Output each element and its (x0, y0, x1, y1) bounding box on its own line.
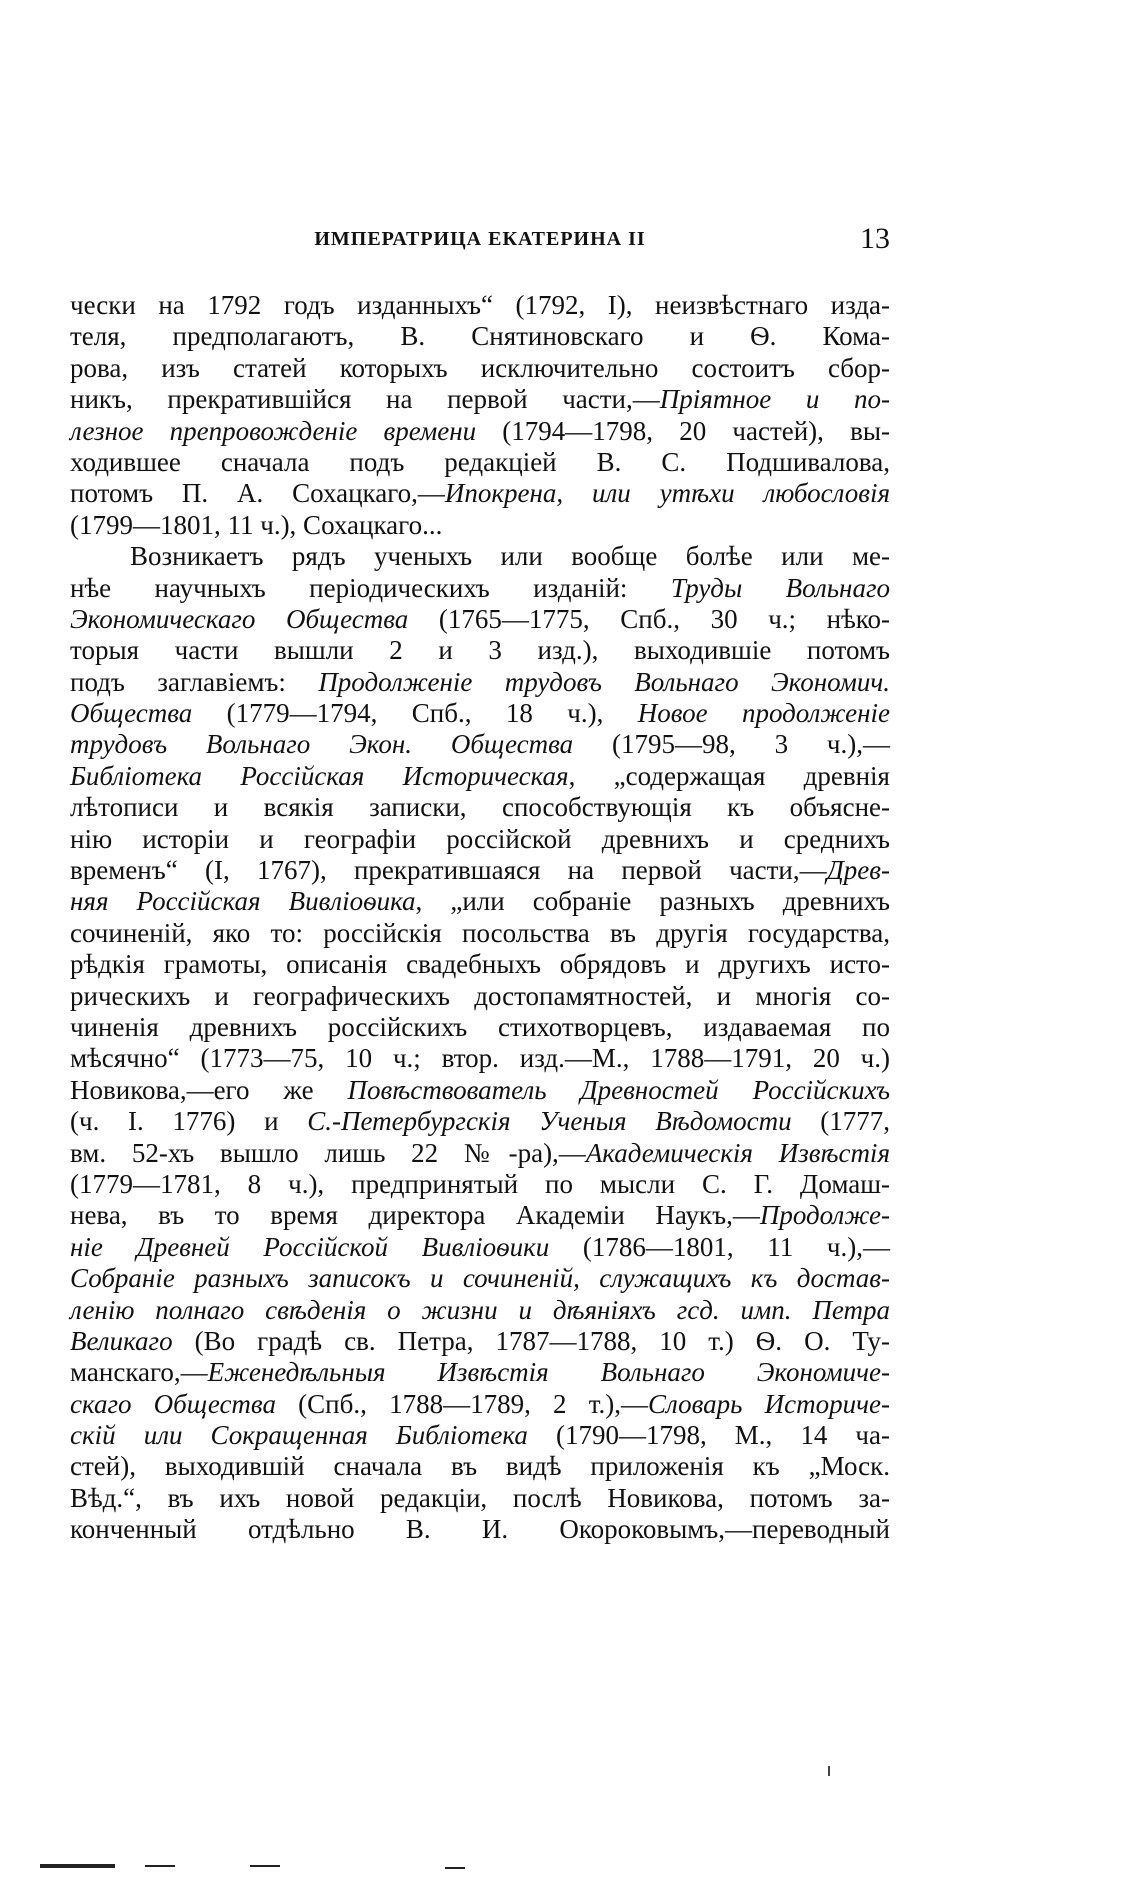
text-line: (ч. I. 1776) и С.-Петербургскія Ученыя Вѣдомости (1777, (70, 1106, 890, 1137)
text-line: чески на 1792 годъ изданныхъ“ (1792, I), неизвѣстнаго изда- (70, 290, 890, 320)
text-line: вм. 52-хъ вышло лишь 22 №-ра),—Академическія Извѣстія (70, 1137, 890, 1168)
text-line: сочиненій, яко то: россійскія посольства въ другія государства, (70, 917, 890, 948)
text-line: трудовъ Вольнаго Экон. Общества (1795—98, 3 ч.),— (70, 729, 890, 760)
text-line: няя Россійская Вивліоѳика, „или собраніе разныхъ древнихъ (70, 886, 890, 917)
scan-smudge (40, 1864, 115, 1868)
text-line: Экономическаго Общества (1765—1775, Спб., 30 ч.; нѣко- (70, 603, 890, 634)
text-line: стей), выходившій сначала въ видѣ приложенія къ „Моск. (70, 1451, 890, 1482)
scan-smudge (250, 1865, 280, 1867)
text-line: Библіотека Россійская Историческая, „содержащая древнія (70, 760, 890, 791)
text-line: ленію полнаго свѣденія о жизни и дѣяніяхъ гсд. имп. Петра (70, 1294, 890, 1325)
text-line: (1779—1781, 8 ч.), предпринятый по мысли С. Г. Домаш- (70, 1168, 890, 1199)
page-number: 13 (860, 222, 890, 255)
text-line: лезное препровожденіе времени (1794—1798, 20 частей), вы- (70, 415, 890, 446)
text-line: ніе Древней Россійской Вивліоѳики (1786—1801, 11 ч.),— (70, 1231, 890, 1262)
text-line: скій или Сокращенная Библіотека (1790—1798, М., 14 ча- (70, 1420, 890, 1451)
scan-smudge (445, 1867, 465, 1869)
paragraph-start-line: Возникаетъ рядъ ученыхъ или вообще болѣе или ме- (130, 541, 890, 572)
text-line: торыя части вышли 2 и 3 изд.), выходившіе потомъ (70, 635, 890, 666)
text-line: Новикова,—его же Повѣствователь Древностей Россійскихъ (70, 1074, 890, 1105)
text-line: временъ“ (I, 1767), прекратившаяся на первой части,—Древ- (70, 855, 890, 886)
text-line: ходившее сначала подъ редакціей В. С. Подшивалова, (70, 446, 890, 477)
text-line: скаго Общества (Спб., 1788—1789, 2 т.),—Словарь Историче- (70, 1388, 890, 1419)
text-line: рическихъ и географическихъ достопамятностей, и многія со- (70, 980, 890, 1011)
running-title: ИМПЕРАТРИЦА ЕКАТЕРИНА II (314, 228, 646, 250)
page-header (70, 222, 890, 262)
text-line: нію исторіи и географіи россійской древнихъ и среднихъ (70, 823, 890, 854)
text-line: нѣе научныхъ періодическихъ изданій: Труды Вольнаго (70, 572, 890, 603)
text-line: мѣсячно“ (1773—75, 10 ч.; втор. изд.—М., 1788—1791, 20 ч.) (70, 1043, 890, 1074)
text-line: рѣдкія грамоты, описанія свадебныхъ обрядовъ и другихъ исто- (70, 949, 890, 980)
scan-smudge (145, 1865, 175, 1867)
text-line: никъ, прекратившійся на первой части,—Пріятное и по- (70, 384, 890, 415)
text-line: нева, въ то время директора Академіи Наукъ,—Продолже- (70, 1200, 890, 1231)
text-line: лѣтописи и всякія записки, способствующія къ объясне- (70, 792, 890, 823)
scan-speck (828, 1766, 830, 1776)
scan-artifacts (0, 1856, 1140, 1876)
text-line: манскаго,—Еженедѣльныя Извѣстія Вольнаго Экономиче- (70, 1357, 890, 1388)
text-line: (1799—1801, 11 ч.), Сохацкаго... (70, 509, 443, 540)
text-line: теля, предполагаютъ, В. Снятиновскаго и Ѳ. Кома- (70, 321, 890, 352)
body-text (70, 290, 890, 1546)
text-line: Вѣд.“, въ ихъ новой редакціи, послѣ Новикова, потомъ за- (70, 1482, 890, 1513)
text-line: чиненія древнихъ россійскихъ стихотворцевъ, издаваемая по (70, 1011, 890, 1042)
text-line: подъ заглавіемъ: Продолженіе трудовъ Вольнаго Экономич. (70, 666, 890, 697)
text-line: Общества (1779—1794, Спб., 18 ч.), Новое продолженіе (70, 698, 890, 729)
text-line: Великаго (Во градѣ св. Петра, 1787—1788, 10 т.) Ѳ. О. Ту- (70, 1325, 890, 1356)
text-line: потомъ П. А. Сохацкаго,—Ипокрена, или утѣхи любословія (70, 478, 890, 509)
text-line: рова, изъ статей которыхъ исключительно состоитъ сбор- (70, 352, 890, 383)
text-line: конченный отдѣльно В. И. Окороковымъ,—переводный (70, 1514, 890, 1545)
text-line: Собраніе разныхъ записокъ и сочиненій, служащихъ къ достав- (70, 1263, 890, 1294)
